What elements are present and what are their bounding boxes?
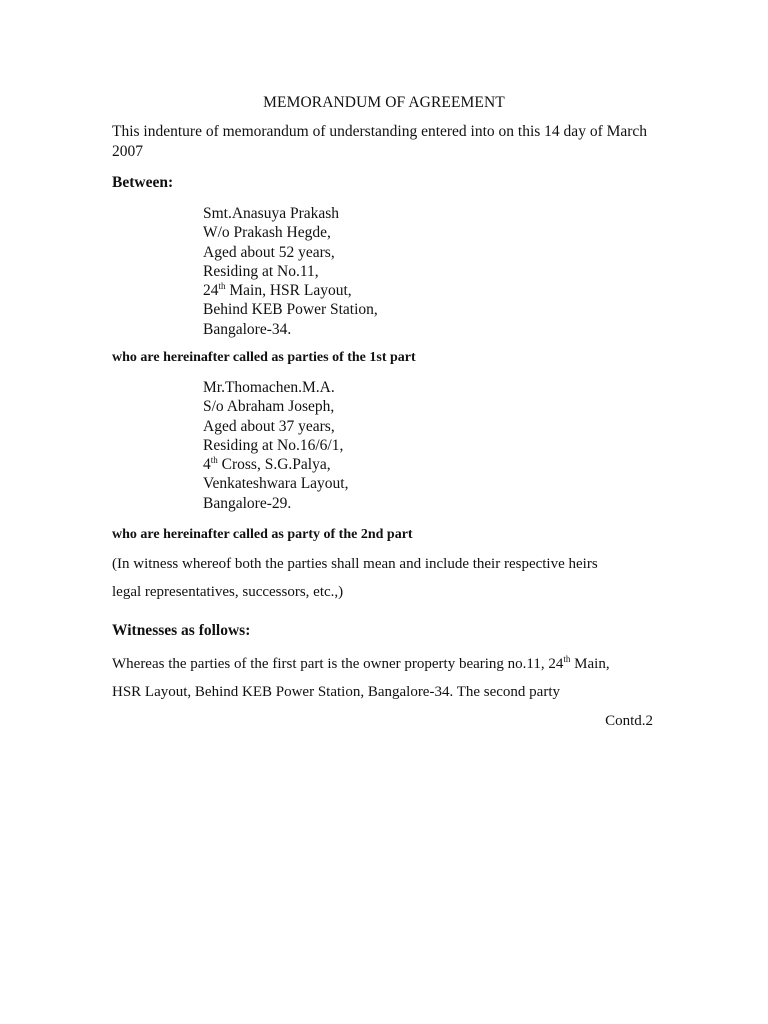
party1-line: Smt.Anasuya Prakash — [203, 205, 340, 222]
whereas-line1-a: Whereas the parties of the first part is the owner property bearing no.11, 24 — [112, 656, 564, 672]
between-heading: Between: — [112, 174, 174, 191]
party2-street-num: 4 — [203, 456, 211, 474]
party2-address — [203, 378, 348, 513]
party2-caption: who are hereinafter called as party of the 2nd part — [112, 527, 413, 542]
party1-line: Behind KEB Power Station, — [203, 301, 378, 319]
party2-street-line — [203, 455, 348, 474]
party1-street-sup: th — [218, 281, 226, 292]
party2-line: Residing at No.16/6/1, — [203, 436, 344, 454]
party2-line: Bangalore-29. — [203, 494, 292, 512]
party2-street-sup: th — [210, 455, 218, 466]
party1-address — [203, 204, 378, 339]
whereas-paragraph — [112, 650, 672, 706]
whereas-line — [112, 650, 672, 678]
witness-clause-line: (In witness whereof both the parties shall mean and include their respective heirs — [112, 556, 598, 572]
party1-street-line — [203, 281, 378, 300]
whereas-line: HSR Layout, Behind KEB Power Station, Bangalore-34. The second party — [112, 684, 560, 700]
intro-paragraph: This indenture of memorandum of understanding entered into on this 14 day of March 2007 — [112, 123, 648, 160]
continued-marker: Contd.2 — [605, 713, 653, 729]
party1-caption: who are hereinafter called as parties of the 1st part — [112, 350, 416, 365]
party1-street-num: 24 — [203, 282, 219, 300]
party1-line: Residing at No.11, — [203, 262, 319, 280]
party2-street-text: Cross, S.G.Palya, — [221, 456, 331, 474]
party2-line: Venkateshwara Layout, — [203, 475, 349, 493]
witness-clause — [112, 550, 672, 606]
party1-line: Bangalore-34. — [203, 320, 292, 338]
document-title: MEMORANDUM OF AGREEMENT — [263, 94, 505, 111]
witness-clause-line: legal representatives, successors, etc.,) — [112, 584, 344, 600]
whereas-line1-sup: th — [563, 654, 571, 664]
party1-line: W/o Prakash Hegde, — [203, 224, 331, 242]
party1-street-text: Main, HSR Layout, — [229, 282, 352, 300]
party2-line: Aged about 37 years, — [203, 417, 335, 435]
party1-line: Aged about 52 years, — [203, 243, 335, 261]
witnesses-heading: Witnesses as follows: — [112, 622, 251, 639]
party2-line: Mr.Thomachen.M.A. — [203, 379, 335, 396]
party2-line: S/o Abraham Joseph, — [203, 398, 335, 416]
whereas-line1-b: Main, — [570, 656, 610, 672]
